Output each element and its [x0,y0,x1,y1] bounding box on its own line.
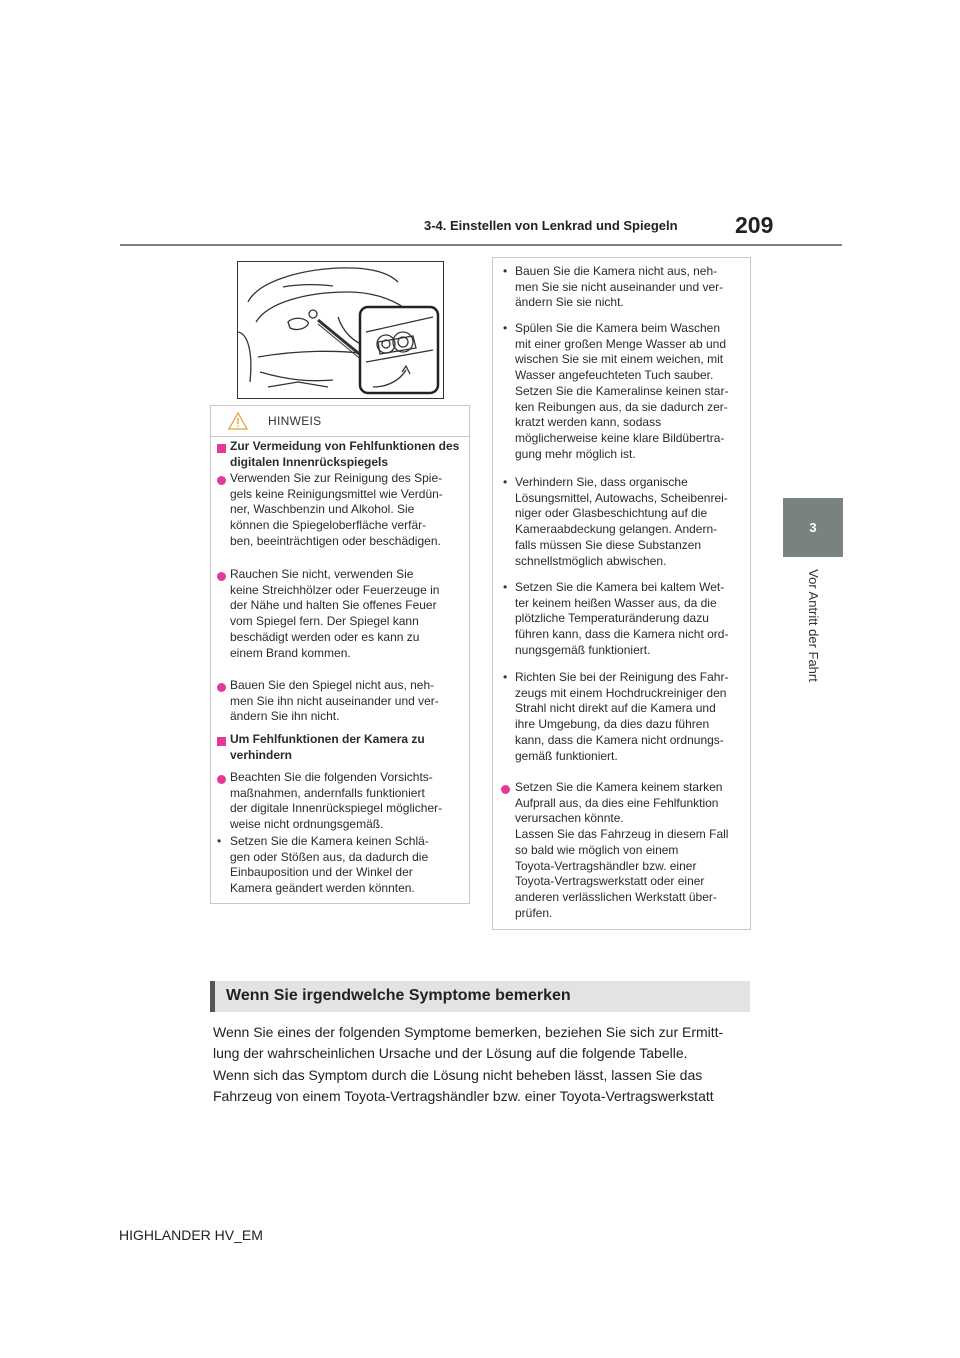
notice-sub-hot-water: Setzen Sie die Kamera bei kaltem Wet- ter keinem heißen Wasser aus, da die plötzliche Temperaturänderung dazu führen kann, dass die Kamera nicht ord- nungsgemäß funktioniert. [515,580,729,657]
section-heading-bar [210,981,750,1012]
section-title: 3-4. Einstellen von Lenkrad und Spiegeln [424,218,678,233]
notice-sub-solvents: Verhindern Sie, dass organische Lösungsmittel, Autowachs, Scheibenrei- niger oder Glasbeschichtung auf die Kameraabdeckung gelangen. Andern- falls müssen Sie diese Substanzen schnellstmöglich abwischen. [515,475,728,568]
symptoms-paragraph-2: Wenn sich das Symptom durch die Lösung nicht beheben lässt, lassen Sie das Fahrzeug von einem Toyota-Vertragshändler bzw. einer Toyota-Vertragswerkstatt [213,1067,714,1104]
notice-box [210,405,470,904]
chapter-title-text: Vor Antritt der Fahrt [805,569,821,682]
notice-heading-camera: Um Fehlfunktionen der Kamera zu verhindern [230,732,425,762]
dot-bullet: • [503,580,508,594]
symptoms-paragraph-1: Wenn Sie eines der folgenden Symptome bemerken, beziehen Sie sich zur Ermitt- lung der wahrscheinlichen Ursache und der Lösung auf die folgende Tabelle. [213,1024,724,1061]
round-bullet-icon [501,785,510,794]
notice-sub-washing: Spülen Sie die Kamera beim Waschen mit einer großen Menge Wasser ab und wischen Sie sie mit einem weichen, mit Wasser angefeuchteten Tuch sauber. Setzen Sie die Kameralinse keinen star- ken Reibungen aus, da sie dadurch zer- kratzt werden kann, sodass möglicherweise keine klare Bildübertra- gung mehr möglich ist. [515,321,729,461]
round-bullet-icon [217,476,226,485]
footer-model: HIGHLANDER HV_EM [119,1227,263,1243]
notice-sub-impact: Setzen Sie die Kamera keinen Schlä- gen oder Stößen aus, da dadurch die Einbauposition und der Winkel der Kamera geändert werden könnten. [230,834,429,896]
notice-sub-disassembly: Bauen Sie die Kamera nicht aus, neh- men Sie sie nicht auseinander und ver- ändern Sie sie nicht. [515,264,724,310]
notice-item-precautions: Beachten Sie die folgenden Vorsichts- maßnahmen, andernfalls funktioniert der digitale Innenrückspiegel möglicher- weise nicht ordnungsgemäß. [230,770,443,832]
notice-item-smoking: Rauchen Sie nicht, verwenden Sie keine Streichhölzer oder Feuerzeuge in der Nähe und halten Sie offenes Feuer vom Spiegel fern. Der Spiegel kann beschädigt werden oder es kann zu einem Brand kommen. [230,567,440,660]
heading-accent [210,981,215,1012]
section-heading: Wenn Sie irgendwelche Symptome bemerken [226,987,571,1004]
page-number: 209 [735,212,774,238]
camera-illustration [237,261,444,399]
dot-bullet: • [217,834,222,848]
round-bullet-icon [217,572,226,581]
notice-box-continued [492,257,751,930]
dot-bullet: • [503,475,508,489]
square-bullet-icon [217,444,226,453]
notice-item-disassembly: Bauen Sie den Spiegel nicht aus, neh- men Sie ihn nicht auseinander und ver- ändern Sie ihn nicht. [230,678,439,724]
round-bullet-icon [217,775,226,784]
notice-item-cleaning: Verwenden Sie zur Reinigung des Spie- gels keine Reinigungsmittel wie Verdün- ner, Waschbenzin und Alkohol. Sie können die Spiegeloberfläche verfär- ben, beeinträchtigen oder beschädigen. [230,471,443,548]
chapter-side-title [783,568,843,683]
notice-header [211,406,469,437]
chapter-tab [783,498,843,557]
square-bullet-icon [217,737,226,746]
vehicle-rear-camera-drawing [238,262,443,398]
notice-item-strong-impact: Setzen Sie die Kamera keinem starken Aufprall aus, da dies eine Fehlfunktion verursachen könnte. Lassen Sie das Fahrzeug in diesem Fall so bald wie möglich von einem Toyota-Vertragshändler bzw. einer Toyota-Vertragswerkstatt oder einer anderen verlässlichen Werkstatt über- prüfen. [515,780,729,920]
warning-triangle-icon [228,412,248,430]
round-bullet-icon [217,683,226,692]
notice-sub-pressure-washer: Richten Sie bei der Reinigung des Fahr- zeugs mit einem Hochdruckreiniger den Strahl nicht direkt auf die Kamera und ihre Umgebung, da dies dazu führen kann, dass die Kamera nicht ordnungs- gemäß funktioniert. [515,670,729,763]
dot-bullet: • [503,264,508,278]
dot-bullet: • [503,321,508,335]
header-divider [120,244,842,246]
notice-heading-mirror: Zur Vermeidung von Fehlfunktionen des digitalen Innenrückspiegels [230,439,460,469]
chapter-number: 3 [809,520,817,535]
notice-label: HINWEIS [268,414,322,428]
dot-bullet: • [503,670,508,684]
